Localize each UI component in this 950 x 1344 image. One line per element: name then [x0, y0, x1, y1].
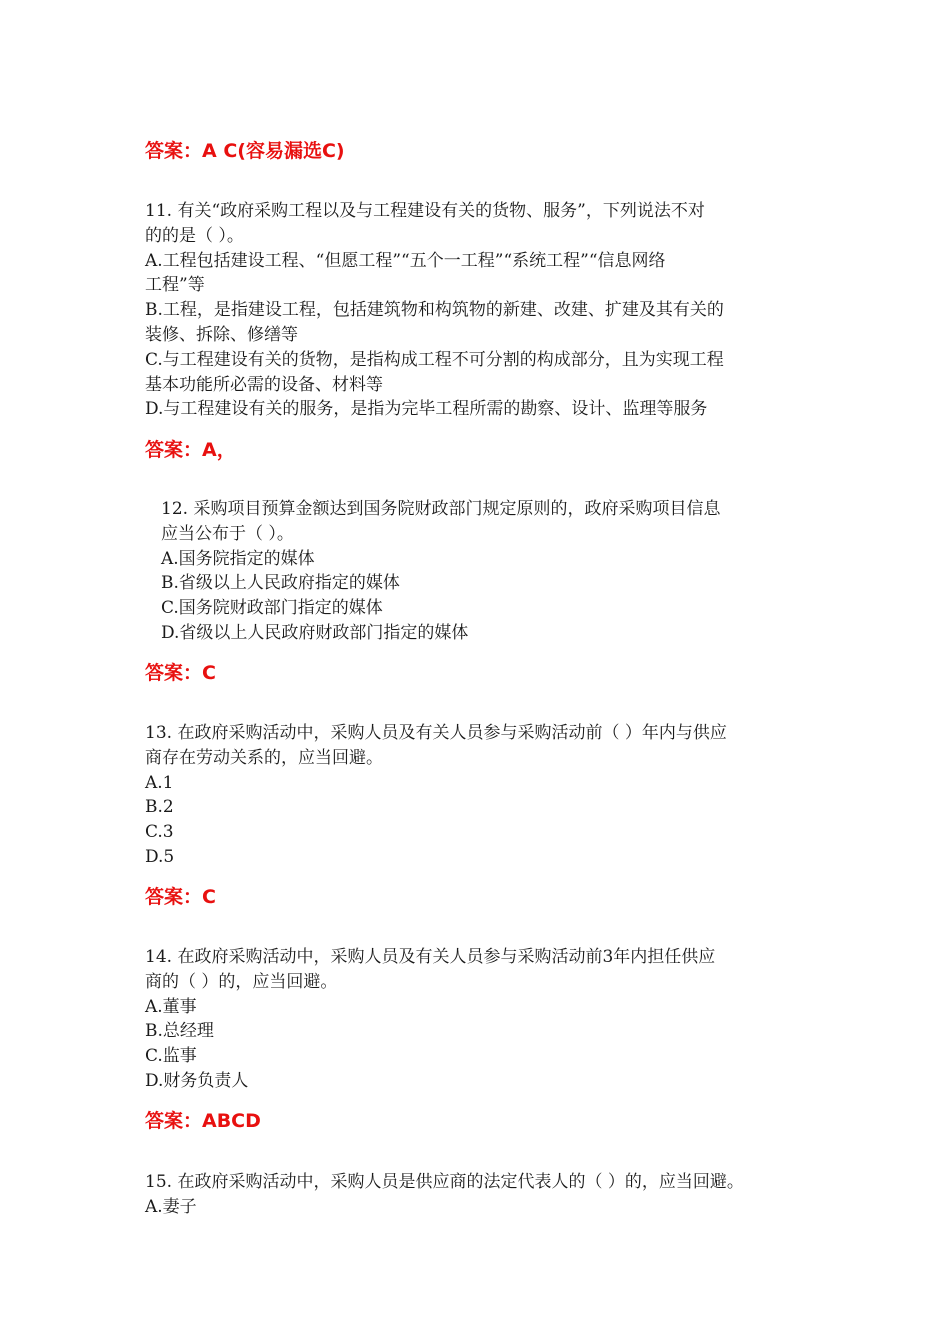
q11-stem-line-2: 的的是（ ）。	[145, 225, 244, 246]
q11-option-a-cont: 工程”等	[145, 275, 205, 296]
q13-option-d: D.5	[145, 846, 175, 867]
q12-stem-line-2: 应当公布于（ ）。	[161, 523, 294, 544]
q13-stem-line-1: 13. 在政府采购活动中，采购人员及有关人员参与采购活动前（ ）年内与供应	[145, 723, 727, 743]
q13-option-a: A.1	[145, 772, 174, 793]
q11-option-b-cont: 装修、拆除、修缮等	[145, 324, 298, 345]
question-15	[145, 1170, 744, 1220]
q11-option-c-cont: 基本功能所必需的设备、材料等	[145, 374, 383, 395]
answer-q13: 答案：C	[145, 886, 216, 908]
q14-option-d: D.财务负责人	[145, 1070, 249, 1091]
q12-option-b: B.省级以上人民政府指定的媒体	[161, 573, 400, 594]
q14-stem-line-1: 14. 在政府采购活动中，采购人员及有关人员参与采购活动前3年内担任供应	[145, 947, 716, 967]
q12-option-d: D.省级以上人民政府财政部门指定的媒体	[161, 622, 469, 643]
q14-option-b: B.总经理	[145, 1021, 214, 1042]
q11-option-a: A.工程包括建设工程、“但愿工程”“五个一工程”“系统工程”“信息网络	[145, 250, 666, 271]
q12-option-c: C.国务院财政部门指定的媒体	[161, 598, 383, 619]
q14-stem-line-2: 商的（ ）的，应当回避。	[145, 971, 338, 992]
question-11	[145, 199, 724, 422]
q11-option-b: B.工程，是指建设工程，包括建筑物和构筑物的新建、改建、扩建及其有关的	[145, 300, 724, 321]
q15-stem-line-1: 15. 在政府采购活动中，采购人员是供应商的法定代表人的（ ）的，应当回避。	[145, 1172, 744, 1192]
q11-stem-line-1: 11. 有关“政府采购工程以及与工程建设有关的货物、服务”，下列说法不对	[145, 201, 705, 221]
answer-q12: 答案：C	[145, 662, 216, 684]
answer-q14: 答案：ABCD	[145, 1110, 261, 1132]
q14-option-a: A.董事	[145, 996, 197, 1017]
question-13	[145, 721, 727, 870]
q13-stem-line-2: 商存在劳动关系的，应当回避。	[145, 747, 383, 768]
question-12	[161, 497, 720, 646]
q13-option-b: B.2	[145, 797, 174, 818]
q13-option-c: C.3	[145, 822, 174, 843]
q12-option-a: A.国务院指定的媒体	[161, 548, 315, 569]
q11-option-c: C.与工程建设有关的货物，是指构成工程不可分割的构成部分，且为实现工程	[145, 349, 724, 370]
q11-option-d: D.与工程建设有关的服务，是指为完毕工程所需的勘察、设计、监理等服务	[145, 399, 708, 420]
q12-stem-line-1: 12. 采购项目预算金额达到国务院财政部门规定原则的，政府采购项目信息	[161, 499, 721, 519]
answer-q10: 答案：A C(容易漏选C)	[145, 140, 345, 162]
question-14	[145, 945, 715, 1094]
answer-q11: 答案：A，	[145, 439, 236, 461]
q15-option-a: A.妻子	[145, 1196, 197, 1217]
q14-option-c: C.监事	[145, 1046, 197, 1067]
